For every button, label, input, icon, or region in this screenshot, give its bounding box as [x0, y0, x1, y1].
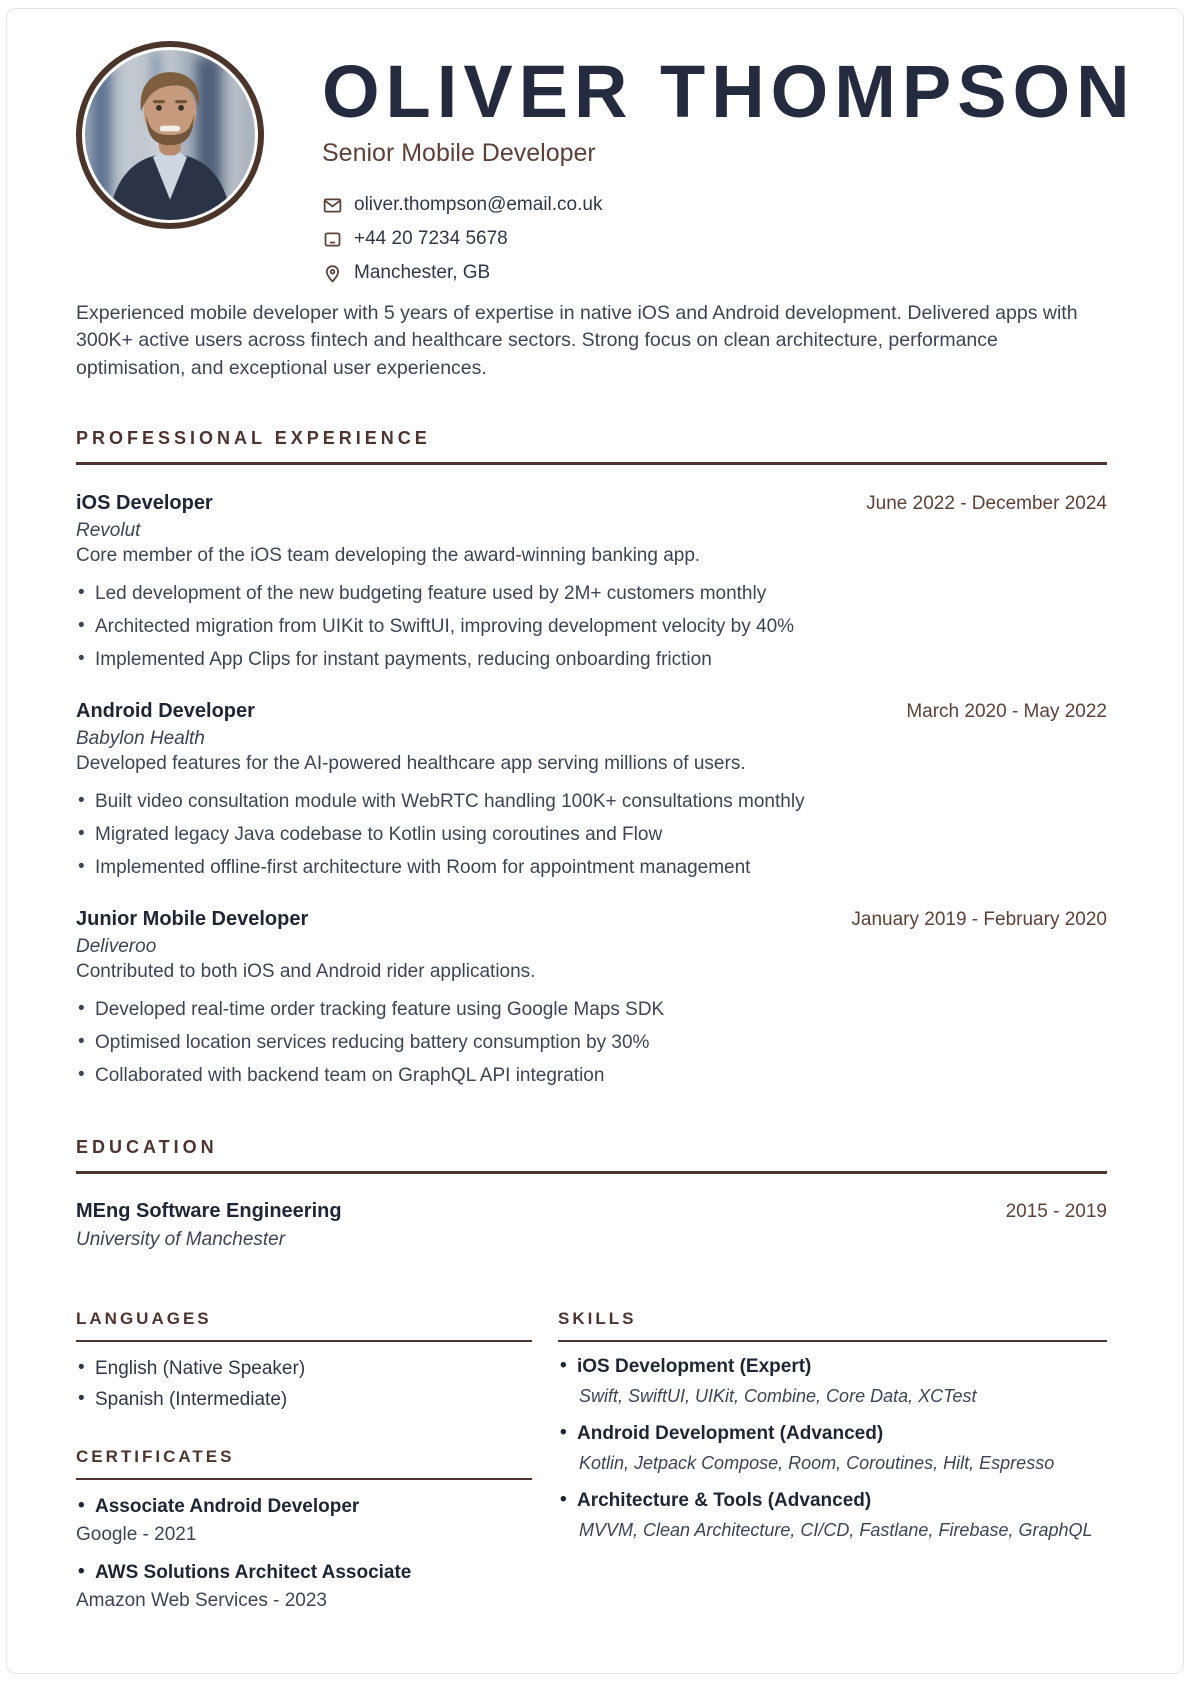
- skill-details: Swift, SwiftUI, UIKit, Combine, Core Data, XCTest: [579, 1386, 977, 1407]
- contact-email: [322, 194, 1107, 216]
- skill-name: • Architecture & Tools (Advanced): [558, 1490, 1107, 1512]
- location-pin-icon: [322, 263, 343, 284]
- email-text: oliver.thompson@email.co.uk: [354, 194, 603, 215]
- job-bullet-list: [76, 997, 1107, 1089]
- job-company: Deliveroo: [76, 935, 157, 957]
- job-description: Contributed to both iOS and Android rider applications.: [76, 960, 536, 982]
- job-dates: June 2022 - December 2024: [866, 492, 1107, 514]
- job-description: Developed features for the AI-powered healthcare app serving millions of users.: [76, 752, 746, 774]
- phone-text: +44 20 7234 5678: [354, 228, 508, 249]
- person-name: OLIVER THOMPSON: [322, 50, 1136, 133]
- job-company: Revolut: [76, 519, 141, 541]
- job-bullet: • Built video consultation module with WebRTC handling 100K+ consultations monthly: [76, 789, 1107, 815]
- skill-entry: [558, 1490, 1107, 1543]
- skill-name: • Android Development (Advanced): [558, 1423, 1107, 1445]
- job-entry: [76, 700, 1107, 881]
- skills-heading: SKILLS: [558, 1309, 1107, 1342]
- education-school: University of Manchester: [76, 1229, 286, 1251]
- job-dates: January 2019 - February 2020: [851, 908, 1107, 930]
- certificate-entry: [76, 1562, 532, 1612]
- right-column: [558, 1309, 1107, 1612]
- skill-details: MVVM, Clean Architecture, CI/CD, Fastlane, Firebase, GraphQL: [579, 1520, 1093, 1541]
- job-bullet: • Implemented offline-first architecture with Room for appointment management: [76, 855, 1107, 881]
- job-bullet: • Developed real-time order tracking feature using Google Maps SDK: [76, 997, 1107, 1023]
- skill-details: Kotlin, Jetpack Compose, Room, Coroutines, Hilt, Espresso: [579, 1453, 1055, 1474]
- contact-location: [322, 262, 1107, 284]
- phone-icon: [322, 229, 343, 250]
- certificate-name: • AWS Solutions Architect Associate: [76, 1562, 532, 1584]
- language-item: • English (Native Speaker): [76, 1358, 532, 1380]
- skill-entry: [558, 1356, 1107, 1409]
- education-entry: [76, 1200, 1107, 1251]
- job-bullet: • Migrated legacy Java codebase to Kotlin using coroutines and Flow: [76, 822, 1107, 848]
- job-title: Android Developer: [76, 699, 255, 722]
- skill-entry: [558, 1423, 1107, 1476]
- certificate-name: • Associate Android Developer: [76, 1496, 532, 1518]
- job-bullet: • Collaborated with backend team on GraphQL API integration: [76, 1063, 1107, 1089]
- left-column: [76, 1309, 532, 1612]
- header: [76, 41, 1136, 296]
- job-title: Junior Mobile Developer: [76, 907, 309, 930]
- languages-heading: LANGUAGES: [76, 1309, 532, 1342]
- job-dates: March 2020 - May 2022: [906, 700, 1107, 722]
- job-company: Babylon Health: [76, 727, 205, 749]
- experience-heading: PROFESSIONAL EXPERIENCE: [76, 428, 1107, 465]
- location-text: Manchester, GB: [354, 262, 491, 283]
- job-bullet: • Optimised location services reducing battery consumption by 30%: [76, 1030, 1107, 1056]
- job-entry: [76, 908, 1107, 1089]
- certificate-entry: [76, 1496, 532, 1546]
- job-bullet: • Led development of the new budgeting feature used by 2M+ customers monthly: [76, 581, 1107, 607]
- person-title: Senior Mobile Developer: [322, 139, 596, 167]
- education-degree: MEng Software Engineering: [76, 1200, 342, 1223]
- section-education: [76, 1137, 1107, 1251]
- job-bullet: • Architected migration from UIKit to SwiftUI, improving development velocity by 40%: [76, 614, 1107, 640]
- certificates-heading: CERTIFICATES: [76, 1447, 532, 1480]
- profile-photo-illustration: [85, 50, 255, 220]
- job-entry: [76, 492, 1107, 673]
- education-dates: 2015 - 2019: [1005, 1201, 1107, 1223]
- job-description: Core member of the iOS team developing the award-winning banking app.: [76, 544, 701, 566]
- section-languages: [76, 1309, 532, 1411]
- languages-list: [76, 1358, 532, 1411]
- contact-list: [322, 194, 1107, 284]
- profile-photo: [76, 41, 264, 229]
- job-bullet: • Implemented App Clips for instant payments, reducing onboarding friction: [76, 647, 1107, 673]
- skill-name: • iOS Development (Expert): [558, 1356, 1107, 1378]
- job-bullet-list: [76, 789, 1107, 881]
- language-item: • Spanish (Intermediate): [76, 1389, 532, 1411]
- job-bullet-list: [76, 581, 1107, 673]
- section-certificates: [76, 1447, 532, 1612]
- job-title: iOS Developer: [76, 491, 213, 514]
- email-icon: [322, 195, 343, 216]
- certificate-issuer: Google - 2021: [76, 1524, 197, 1546]
- resume-page: [6, 8, 1184, 1674]
- certificate-issuer: Amazon Web Services - 2023: [76, 1590, 327, 1612]
- bottom-columns: [76, 1309, 1107, 1612]
- education-heading: EDUCATION: [76, 1137, 1107, 1174]
- header-text: [322, 41, 1136, 296]
- section-experience: [76, 428, 1107, 1089]
- section-skills: [558, 1309, 1107, 1543]
- contact-phone: [322, 228, 1107, 250]
- professional-summary: Experienced mobile developer with 5 years of expertise in native iOS and Android development. Delivered apps with 300K+ active users across fintech and healthcare sectors. Strong focus on clean architecture, performance optimisation, and exceptional user experiences.: [76, 302, 1078, 379]
